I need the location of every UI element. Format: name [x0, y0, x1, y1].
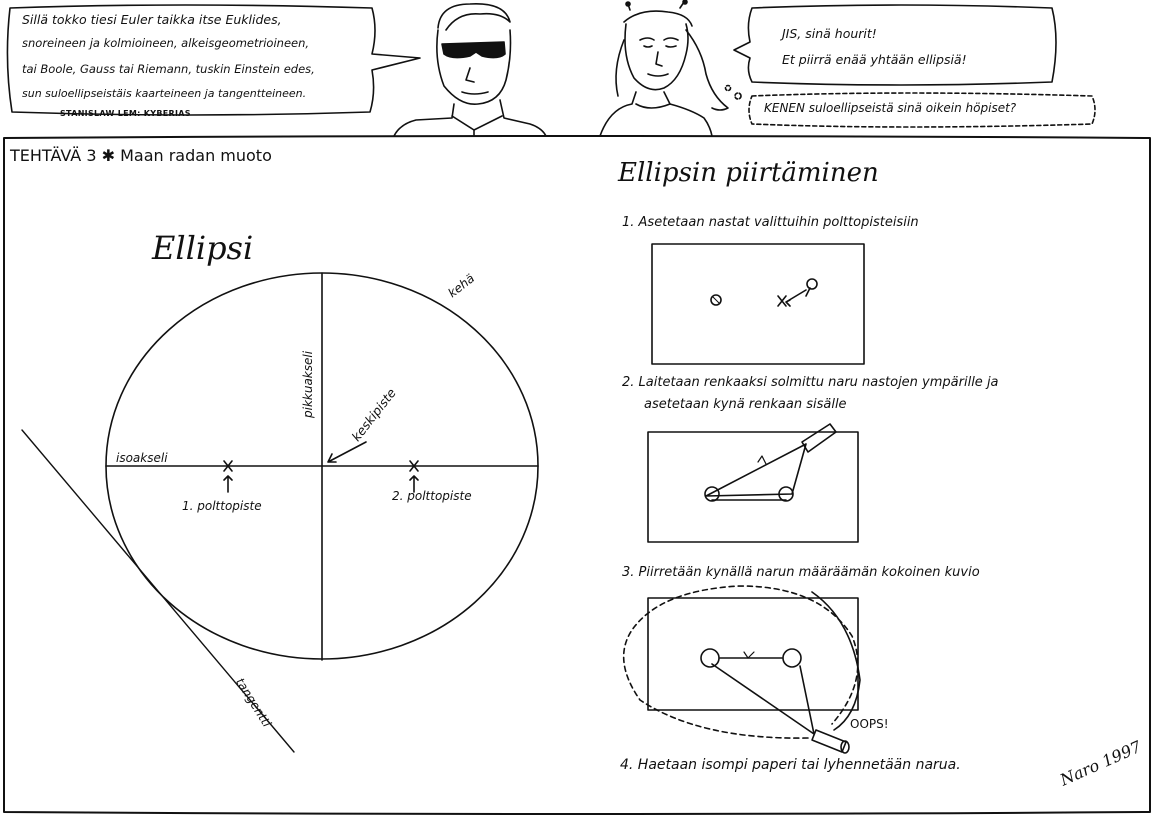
speech-bubble-right: [734, 5, 1056, 85]
pin-step3-2: [783, 649, 801, 667]
pencil-step2: [802, 424, 836, 452]
man-with-sunglasses: [394, 4, 546, 136]
pin-step2-1: [705, 487, 719, 501]
label-minor-axis: pikkuakseli: [301, 350, 315, 418]
pin-step3-1: [701, 649, 719, 667]
label-focus-2: 2. polttopiste: [392, 489, 472, 503]
right-bubble-line-1: JIS, sinä hourit!: [782, 26, 877, 41]
task-title: TEHTÄVÄ 3 ✱ Maan radan muoto: [10, 146, 272, 165]
label-keha: kehä: [445, 271, 478, 301]
left-bubble-line-3: tai Boole, Gauss tai Riemann, tuskin Einstein edes,: [22, 62, 315, 76]
label-focus-1: 1. polttopiste: [182, 499, 262, 513]
ellipse-title: Ellipsi: [152, 229, 254, 267]
attribution-text: STANISLAW LEM: KYBERIAS: [60, 109, 191, 118]
right-bubble-line-2: Et piirrä enää yhtään ellipsiä!: [782, 52, 967, 67]
label-center: keskipiste: [348, 385, 399, 445]
thought-bubble-text: KENEN suloellipseistä sinä oikein höpiset?: [764, 101, 1017, 115]
drawing-title: Ellipsin piirtäminen: [618, 158, 879, 188]
left-bubble-line-4: sun suloellipseistäis kaarteineen ja tangentteineen.: [22, 87, 307, 100]
string-loop: [706, 444, 806, 500]
step-2-text-line-1: 2. Laitetaan renkaaksi solmittu naru nastojen ympärille ja: [622, 375, 999, 390]
oops-text: OOPS!: [850, 717, 889, 731]
label-major-axis: isoakseli: [116, 451, 168, 465]
step-1-text: 1. Asetetaan nastat valittuihin polttopisteisiin: [622, 215, 919, 230]
step-3-text: 3. Piirretään kynällä narun määräämän kokoinen kuvio: [622, 565, 980, 580]
pin-2: [778, 296, 786, 306]
step2-paper: [648, 432, 858, 542]
left-bubble-line-2: snoreineen ja kolmioineen, alkeisgeometrioineen,: [22, 36, 310, 50]
step3-paper: [648, 598, 858, 710]
label-tangent: tangentti: [232, 675, 275, 730]
step1-paper: [652, 244, 864, 364]
woman-with-headband: [600, 0, 728, 136]
step-2-text-line-2: asetetaan kynä renkaan sisälle: [644, 397, 847, 412]
left-bubble-line-1: Sillä tokko tiesi Euler taikka itse Euklides,: [22, 12, 282, 27]
signature: Naro 1997: [1057, 736, 1145, 790]
step-4-text: 4. Haetaan isompi paperi tai lyhennetään narua.: [620, 757, 961, 773]
overflowing-ellipse: [624, 586, 858, 738]
